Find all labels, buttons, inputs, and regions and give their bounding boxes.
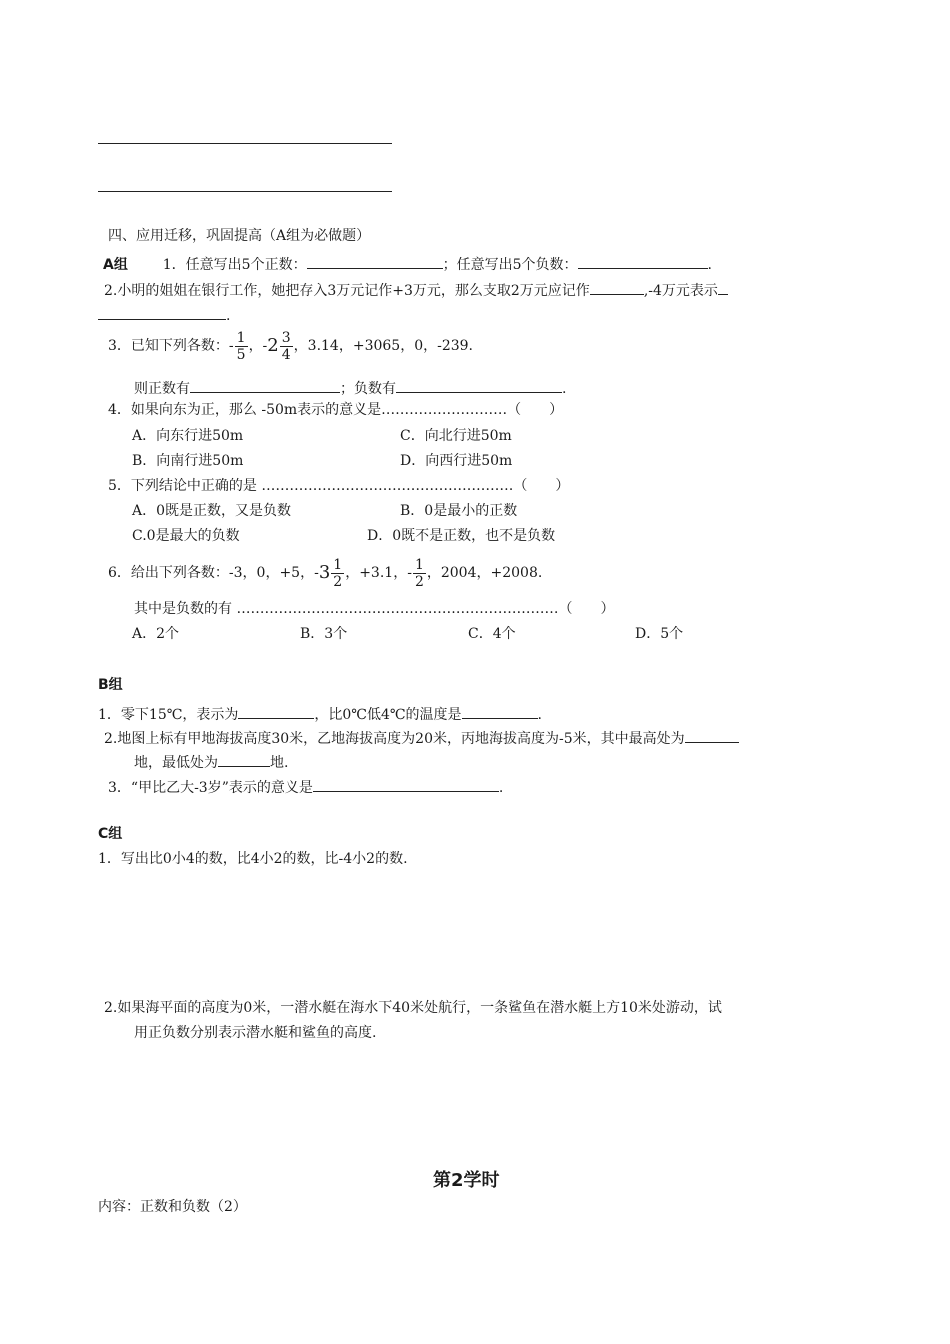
b-q3-end: .: [498, 780, 504, 796]
a-q1-blank-2[interactable]: [578, 254, 708, 269]
answer-line-1: [98, 143, 392, 144]
b-q2-c: 地.: [270, 755, 289, 771]
b-group-label: B组: [98, 677, 123, 693]
a-q3-negative-label: ；负数有: [340, 381, 396, 397]
a-q6-fraction-2: $\frac{1}{2}$: [414, 556, 424, 590]
a-q5-option-a[interactable]: A．0既是正数，又是负数: [132, 503, 292, 519]
a-q3-positive-label: 则正数有: [134, 381, 190, 397]
b-q1-a: 1．零下15℃，表示为: [98, 707, 239, 723]
c-group-q2-line2: 用正负数分别表示潜水艇和鲨鱼的高度.: [134, 1025, 377, 1041]
a-q3-fraction-2: $\frac{3}{4}$: [281, 329, 291, 363]
b-group-q1: [98, 704, 542, 722]
b-group-q2: [104, 728, 739, 746]
a-q6-prefix: 6．给出下列各数：-3，0，+5，-: [108, 565, 319, 581]
a-q6-rest: ，2004，+2008.: [426, 565, 543, 581]
a-q3-blank-2[interactable]: [396, 378, 562, 393]
a-q6-option-a[interactable]: A．2个: [132, 626, 180, 642]
a-q3-fraction-1: $\frac{1}{5}$: [236, 329, 246, 363]
a-q3-prefix: 3．已知下列各数：-: [108, 338, 234, 354]
a-group-q2-line2: [98, 305, 230, 323]
a-q3-end: .: [562, 381, 567, 397]
a-group-label: A组: [103, 257, 128, 273]
a-q6-mixed-whole: 3: [318, 562, 331, 583]
a-q6-stem2: 其中是负数的有 ……………………………………………………………（ ）: [134, 601, 615, 617]
b-q2-blank-1[interactable]: [685, 728, 739, 743]
a-q2-mid: ,-4万元表示: [643, 283, 718, 299]
a-group-q3: [108, 326, 473, 366]
a-group-q3-line2: [134, 378, 566, 396]
c-group-q2-line1: 2.如果海平面的高度为0米，一潜水艇在海水下40米处航行，一条鲨鱼在潜水艇上方10米处游动，试: [104, 1000, 722, 1016]
a-q1-end: .: [707, 257, 712, 273]
a-q6-option-b[interactable]: B．3个: [300, 626, 348, 642]
a-q4-stem: 4．如果向东为正，那么 -50m表示的意义是………………………（ ）: [108, 402, 564, 418]
lesson-content: 内容：正数和负数（2）: [98, 1199, 247, 1215]
a-q1-blank-1[interactable]: [307, 254, 443, 269]
answer-line-2: [98, 191, 392, 192]
b-q3-a: 3．“甲比乙大-3岁”表示的意义是: [108, 780, 313, 796]
b-q2-blank-2[interactable]: [218, 752, 270, 767]
a-q6-mid: ，+3.1，-: [345, 565, 412, 581]
a-q2-blank-3[interactable]: [98, 305, 226, 320]
a-q4-option-c[interactable]: C．向北行进50m: [400, 428, 512, 444]
a-group-q2: [104, 280, 728, 298]
b-q2-a: 2.地图上标有甲地海拔高度30米，乙地海拔高度为20米，丙地海拔高度为-5米，其中最高处为: [104, 731, 685, 747]
c-group-q1: 1．写出比0小4的数，比4小2的数，比-4小2的数.: [98, 851, 408, 867]
a-q3-rest: ，3.14，+3065，0，-239.: [293, 338, 474, 354]
b-q1-blank-2[interactable]: [462, 704, 538, 719]
a-q6-fraction-1: $\frac{1}{2}$: [333, 556, 343, 590]
a-q1-prefix: 1．任意写出5个正数：: [162, 257, 307, 273]
a-q4-option-a[interactable]: A．向东行进50m: [132, 428, 244, 444]
a-q3-mixed-whole: 2: [267, 335, 279, 356]
a-q5-option-b[interactable]: B．0是最小的正数: [400, 503, 518, 519]
a-q2-text: 2.小明的姐姐在银行工作，她把存入3万元记作+3万元，那么支取2万元应记作: [104, 283, 590, 299]
a-q6-option-c[interactable]: C．4个: [468, 626, 516, 642]
a-q3-sep: ，-: [248, 338, 268, 354]
b-q1-b: ，比0℃低4℃的温度是: [314, 707, 462, 723]
a-q5-option-c[interactable]: C.0是最大的负数: [132, 528, 240, 544]
a-q1-mid: ；任意写出5个负数：: [442, 257, 578, 273]
a-q4-option-d[interactable]: D．向西行进50m: [400, 453, 513, 469]
a-group-q1: [103, 254, 712, 272]
a-q2-blank-2[interactable]: [718, 280, 728, 295]
a-q2-blank-1[interactable]: [590, 280, 644, 295]
a-q2-end: .: [226, 308, 231, 324]
a-q5-option-d[interactable]: D．0既不是正数，也不是负数: [367, 528, 556, 544]
b-q2-b: 地，最低处为: [134, 755, 218, 771]
b-q1-blank-1[interactable]: [238, 704, 314, 719]
lesson-title: 第2学时: [433, 1170, 500, 1191]
b-q3-blank[interactable]: [313, 777, 499, 792]
section-heading: 四、应用迁移，巩固提高（A组为必做题）: [108, 228, 371, 244]
a-q6-option-d[interactable]: D．5个: [635, 626, 684, 642]
a-q5-stem: 5．下列结论中正确的是 ………………………………………………（ ）: [108, 478, 570, 494]
a-group-q6: [108, 553, 542, 593]
b-q1-end: .: [537, 707, 542, 723]
c-group-label: C组: [98, 826, 123, 842]
b-group-q2-line2: [134, 752, 288, 770]
a-q4-option-b[interactable]: B．向南行进50m: [132, 453, 244, 469]
b-group-q3: [108, 777, 503, 795]
a-q3-blank-1[interactable]: [190, 378, 340, 393]
